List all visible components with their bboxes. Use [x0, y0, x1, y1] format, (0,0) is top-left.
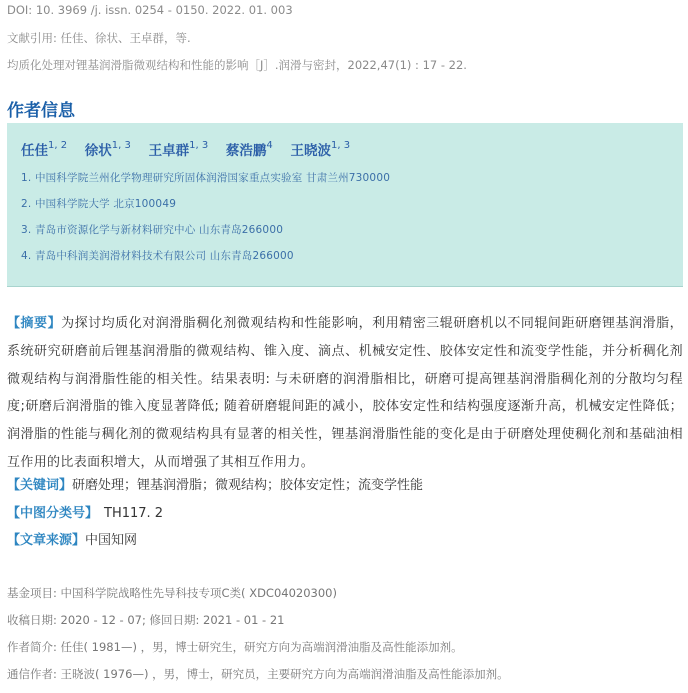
affiliation-2: 2. 中国科学院大学 北京100049: [21, 198, 177, 210]
source-label: 【文章来源】: [7, 533, 86, 548]
dates-line: 收稿日期: 2020 - 12 - 07; 修回日期: 2021 - 01 - 21: [7, 613, 285, 627]
author-sup: 1, 3: [330, 139, 351, 151]
author-name: 王晓波: [290, 143, 331, 159]
author-name: 任佳: [21, 143, 48, 159]
fund-line: 基金项目: 中国科学院战略性先导科技专项C类( XDC04020300): [7, 586, 337, 600]
section-title-author-info: 作者信息: [7, 101, 75, 121]
classification-label: 【中图分类号】: [7, 506, 99, 521]
author-sup: 4: [266, 139, 273, 151]
citation-prefix: 文献引用: 任佳、徐状、王卓群，等.: [7, 31, 191, 45]
author-sup: 1, 3: [189, 139, 209, 151]
abstract-text: 为探讨均质化对润滑脂稠化剂微观结构和性能影响，利用精密三辊研磨机以不同辊间距研磨锂基润滑脂，系统研究研磨前后锂基润滑脂的微观结构、锥入度、滴点、机械安定性、胶体安定性和流变学性能，并分析稠化剂微观结构与润滑脂性能的相关性。结果表明: 与未研磨的润滑脂相比，研磨可提高锂基润滑脂稠化剂的分散均匀程度;研磨后润滑脂的锥入度显著降低; 随着研磨辊间距的减小，胶体安定性和结构强度逐渐升高，机械安定性降低；润滑脂的性能与稠化剂的微观结构具有显著的相关性，锂基润滑脂性能的变化是由于研磨处理使稠化剂和基础油相互作用的比表面积增大，从而增强了其相互作用力。: [7, 316, 683, 470]
keywords-text: 研磨处理；锂基润滑脂；微观结构；胶体安定性；流变学性能: [72, 478, 424, 493]
author-5: [290, 139, 351, 159]
abstract-label: 【摘要】: [7, 316, 62, 331]
keywords-label: 【关键词】: [7, 478, 73, 493]
author-3: [148, 139, 209, 159]
author-bio-line: 作者简介: 任佳( 1981—) ，男，博士研究生，研究方向为高端润滑油脂及高性能添加剂。: [7, 640, 463, 654]
classification-text: TH117. 2: [104, 506, 164, 521]
source-line: [7, 529, 137, 548]
affiliation-1: 1. 中国科学院兰州化学物理研究所固体润滑国家重点实验室 甘肃兰州730000: [21, 172, 391, 184]
author-name: 蔡浩鹏: [225, 143, 267, 159]
abstract-paragraph: [7, 310, 683, 477]
doi-line: DOI: 10. 3969 /j. issn. 0254 - 0150. 2022. 01. 003: [7, 3, 293, 17]
keywords-line: [7, 474, 423, 493]
author-4: [225, 139, 273, 159]
author-name: 徐状: [84, 143, 112, 159]
classification-line: [7, 502, 163, 521]
author-2: [84, 139, 131, 159]
author-name: 王卓群: [148, 143, 190, 159]
author-info-box: [7, 123, 683, 287]
author-1: [21, 139, 68, 159]
corresponding-author-line: 通信作者: 王晓波( 1976—) ，男，博士，研究员，主要研究方向为高端润滑油脂及高性能添加剂。: [7, 667, 509, 681]
citation-text: 均质化处理对锂基润滑脂微观结构和性能的影响［J］.润滑与密封，2022,47(1) : 17 - 22.: [7, 58, 467, 72]
author-sup: 1, 2: [48, 139, 68, 151]
source-text: 中国知网: [85, 533, 138, 548]
affiliation-4: 4. 青岛中科润美润滑材料技术有限公司 山东青岛266000: [21, 250, 294, 262]
author-list: [21, 139, 363, 159]
author-sup: 1, 3: [111, 139, 131, 151]
affiliation-3: 3. 青岛市资源化学与新材料研究中心 山东青岛266000: [21, 224, 284, 236]
